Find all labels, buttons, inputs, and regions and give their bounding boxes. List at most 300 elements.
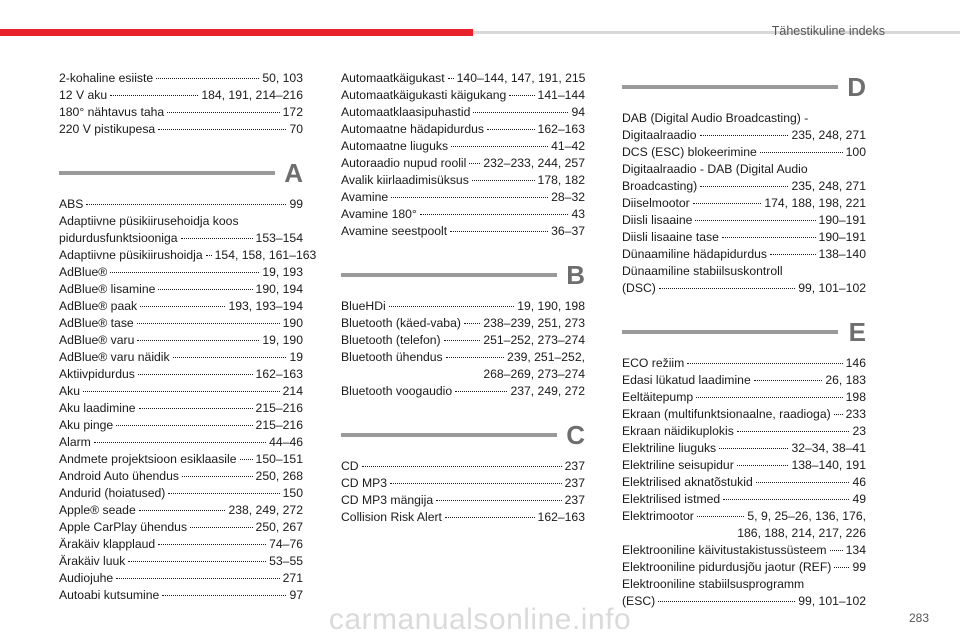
index-entry: [341, 138, 585, 155]
index-entry: [59, 104, 303, 121]
index-pages: 28–32: [551, 190, 585, 204]
index-pages: 235, 248, 271: [791, 179, 866, 193]
index-entry: [59, 553, 303, 570]
index-entry: [59, 485, 303, 502]
dot-leader: [770, 254, 816, 255]
header-rule: [473, 31, 960, 34]
index-pages: 134: [845, 543, 866, 557]
dot-leader: [722, 237, 816, 238]
index-pages: 99, 101–102: [798, 594, 866, 608]
index-entry: [59, 281, 303, 298]
index-term: Ärakäiv luuk: [59, 554, 126, 568]
index-term: Broadcasting): [622, 179, 698, 193]
index-pages: 23: [852, 424, 866, 438]
dot-leader: [450, 231, 548, 232]
index-pages: 250, 267: [255, 520, 303, 534]
dot-leader: [719, 448, 788, 449]
index-term: DCS (ESC) blokeerimine: [622, 145, 757, 159]
index-entry: [59, 87, 303, 104]
index-pages: 44–46: [269, 435, 303, 449]
dot-leader: [140, 306, 225, 307]
index-term: AdBlue®: [59, 265, 108, 279]
index-entry: [622, 212, 866, 229]
index-entry: [341, 70, 585, 87]
index-pages: 50, 103: [262, 71, 303, 85]
index-pages: 237, 249, 272: [510, 384, 585, 398]
index-pages: 237: [564, 493, 585, 507]
index-pages: 198: [845, 390, 866, 404]
index-pages: 94: [571, 105, 585, 119]
index-entry: [622, 355, 866, 372]
index-term: Apple CarPlay ühendus: [59, 520, 188, 534]
index-term-line: DAB (Digital Audio Broadcasting) -: [622, 111, 809, 125]
section-header-c: [341, 418, 585, 456]
index-entry: [622, 389, 866, 406]
index-pages: 97: [289, 588, 303, 602]
index-pages: 184, 191, 214–216: [201, 88, 303, 102]
index-pages: 141–144: [537, 88, 585, 102]
index-term: Ekraan (multifunktsionaalne, raadioga): [622, 407, 831, 421]
index-term: CD MP3: [341, 476, 388, 490]
index-pages: 53–55: [269, 554, 303, 568]
index-entry: [341, 509, 585, 526]
index-term: Ekraan näidikuplokis: [622, 424, 734, 438]
index-term: Eeltäitepump: [622, 390, 694, 404]
index-pages: 70: [289, 122, 303, 136]
dot-leader: [138, 374, 253, 375]
dot-leader: [206, 255, 212, 256]
index-pages: 235, 248, 271: [791, 128, 866, 142]
index-pages: 5, 9, 25–26, 136, 176,: [747, 509, 866, 523]
index-pages: 74–76: [269, 537, 303, 551]
index-term: Autoraadio nupud roolil: [341, 156, 467, 170]
dot-leader: [167, 112, 279, 113]
section-header-b: [341, 258, 585, 296]
index-term: Digitaalraadio: [622, 128, 697, 142]
index-entry: [59, 315, 303, 332]
index-entry: [341, 383, 585, 400]
dot-leader: [509, 95, 534, 96]
dot-leader: [834, 414, 843, 415]
index-term: 12 V aku: [59, 88, 108, 102]
section-letter-e: E: [848, 317, 866, 347]
dot-leader: [695, 220, 815, 221]
index-pages: 140–144, 147, 191, 215: [456, 71, 586, 85]
index-pages: 100: [845, 145, 866, 159]
index-entry: [341, 189, 585, 206]
index-column-2: [341, 70, 585, 526]
index-entry: [341, 172, 585, 189]
index-term: Elektriline seisupidur: [622, 458, 734, 472]
index-pages: 251–252, 273–274: [483, 333, 585, 347]
index-term-line: Elektrooniline stabiilsusprogramm: [622, 577, 805, 591]
index-entry: [622, 508, 866, 525]
section-letter-d: D: [847, 72, 866, 102]
index-entry: [59, 570, 303, 587]
index-entry: [622, 406, 866, 423]
index-pages: 19: [289, 350, 303, 364]
index-term: Audiojuhe: [59, 571, 114, 585]
index-entry: [341, 223, 585, 240]
index-list: [622, 355, 866, 610]
dot-leader: [94, 442, 266, 443]
index-term: Automaatne hädapidurdus: [341, 122, 484, 136]
dot-leader: [658, 601, 795, 602]
index-pages: 43: [571, 207, 585, 221]
index-list: [341, 298, 585, 400]
index-entry: [622, 372, 866, 389]
index-term: Aku: [59, 384, 81, 398]
dot-leader: [687, 363, 842, 364]
index-term: ECO režiim: [622, 356, 685, 370]
index-term: Diisli lisaaine: [622, 213, 693, 227]
index-term: Autoabi kutsumine: [59, 588, 160, 602]
index-entry: [59, 196, 303, 213]
dot-leader: [700, 135, 789, 136]
dot-leader: [182, 476, 253, 477]
index-list: [622, 110, 866, 297]
dot-leader: [128, 561, 266, 562]
index-entry: [622, 542, 866, 559]
index-pages: 46: [852, 475, 866, 489]
index-pages: 153–154: [255, 231, 303, 245]
index-pages: 232–233, 244, 257: [483, 156, 585, 170]
index-term: Avamine seestpoolt: [341, 224, 448, 238]
index-entry: [59, 519, 303, 536]
index-term: Avalik kiirlaadimisüksus: [341, 173, 469, 187]
index-pages: 190–191: [818, 230, 866, 244]
index-term: Elektrooniline pidurdusjõu jaotur (REF): [622, 560, 832, 574]
index-term: Alarm: [59, 435, 91, 449]
index-term: Avamine: [341, 190, 389, 204]
index-term: Elektriline liuguks: [622, 441, 717, 455]
index-entry: [341, 475, 585, 492]
index-term: (ESC): [622, 594, 656, 608]
index-entry: [59, 400, 303, 417]
index-term: Android Auto ühendus: [59, 469, 179, 483]
dot-leader: [137, 340, 259, 341]
index-entry: [59, 264, 303, 281]
index-term: pidurdusfunktsiooniga: [59, 231, 178, 245]
dot-leader: [240, 459, 253, 460]
dot-leader: [659, 288, 795, 289]
index-term: Elektrilised istmed: [622, 492, 721, 506]
index-term: Bluetooth (käed-vaba): [341, 316, 461, 330]
index-entry: [622, 423, 866, 440]
index-column-1: [59, 70, 317, 604]
section-header-d: [622, 70, 866, 108]
index-term: BlueHDi: [341, 299, 386, 313]
dot-leader: [190, 527, 252, 528]
index-pages: 162–163: [537, 510, 585, 524]
index-pages: 19, 190, 198: [517, 299, 585, 313]
index-list: [59, 70, 303, 138]
index-term: Dünaamiline hädapidurdus: [622, 247, 767, 261]
index-entry: [622, 229, 866, 246]
section-header-a: [59, 156, 303, 194]
index-pages: 26, 183: [825, 373, 866, 387]
index-entry: [59, 383, 303, 400]
dot-leader: [737, 431, 850, 432]
index-entry: [59, 434, 303, 451]
index-term: Aku pinge: [59, 418, 114, 432]
index-pages: 36–37: [551, 224, 585, 238]
index-entry: [341, 104, 585, 121]
watermark: carmanualsonline.info: [328, 603, 632, 636]
index-pages: 162–163: [537, 122, 585, 136]
index-term: 180° nähtavus taha: [59, 105, 165, 119]
dot-leader: [754, 380, 823, 381]
page-number: 283: [908, 611, 929, 625]
index-entry: [622, 178, 866, 195]
index-term: Automaatkäigukast: [341, 71, 445, 85]
dot-leader: [86, 204, 286, 205]
dot-leader: [156, 78, 259, 79]
dot-leader: [693, 203, 762, 204]
header-accent-bar: [0, 29, 473, 36]
index-entry: [622, 127, 866, 144]
index-term: AdBlue® tase: [59, 316, 134, 330]
page-header-title: Tähestikuline indeks: [771, 24, 885, 38]
dot-leader: [116, 425, 252, 426]
index-pages: 238–239, 251, 273: [483, 316, 585, 330]
index-pages: 178, 182: [537, 173, 585, 187]
section-rule: [622, 330, 838, 334]
dot-leader: [696, 397, 843, 398]
index-term: Ärakäiv klapplaud: [59, 537, 156, 551]
dot-leader: [420, 214, 569, 215]
index-entry: [59, 298, 303, 315]
dot-leader: [487, 129, 535, 130]
index-term: AdBlue® paak: [59, 299, 138, 313]
dot-leader: [116, 578, 279, 579]
section-rule: [622, 85, 838, 89]
index-pages: 99, 101–102: [798, 281, 866, 295]
index-entry: [59, 451, 303, 468]
index-entry: [59, 502, 303, 519]
index-pages: 190–191: [818, 213, 866, 227]
dot-leader: [448, 78, 454, 79]
dot-leader: [110, 95, 198, 96]
section-header-e: [622, 315, 866, 353]
index-entry: [341, 87, 585, 104]
index-term: Automaatkäigukasti käigukang: [341, 88, 507, 102]
index-entry: [341, 315, 585, 332]
index-term: Elektrooniline käivitustakistussüsteem: [622, 543, 827, 557]
index-entry: [341, 298, 585, 315]
index-term: Bluetooth voogaudio: [341, 384, 453, 398]
dot-leader: [83, 391, 280, 392]
index-list: [59, 196, 317, 604]
index-term: Elektrilised aknatõstukid: [622, 475, 753, 489]
index-pages: 138–140, 191: [791, 458, 866, 472]
section-letter-a: A: [284, 158, 303, 188]
dot-leader: [697, 516, 745, 517]
section-rule: [341, 433, 557, 437]
dot-leader: [158, 289, 252, 290]
index-term: AdBlue® varu: [59, 333, 135, 347]
index-term-line: Dünaamiline stabiilsuskontroll: [622, 264, 783, 278]
index-pages: 41–42: [551, 139, 585, 153]
dot-leader: [181, 238, 253, 239]
index-pages: 49: [852, 492, 866, 506]
index-entry: [59, 230, 303, 247]
index-pages: 19, 190: [262, 333, 303, 347]
index-term: Edasi lükatud laadimine: [622, 373, 751, 387]
dot-leader: [390, 483, 562, 484]
dot-leader: [168, 493, 279, 494]
dot-leader: [834, 567, 849, 568]
dot-leader: [139, 408, 253, 409]
index-entry: [341, 206, 585, 223]
index-pages: 162–163: [255, 367, 303, 381]
index-pages: 154, 158, 161–163: [214, 248, 317, 262]
dot-leader: [110, 272, 259, 273]
index-pages: 146: [845, 356, 866, 370]
section-rule: [341, 273, 557, 277]
dot-leader: [139, 510, 226, 511]
index-entry: [341, 349, 585, 366]
index-term: ABS: [59, 197, 84, 211]
index-term: Avamine 180°: [341, 207, 417, 221]
index-term-line: Adaptiivne püsikiirusehoidja koos: [59, 214, 239, 228]
index-term: Bluetooth (telefon): [341, 333, 441, 347]
index-entry: [59, 417, 303, 434]
dot-leader: [723, 499, 849, 500]
dot-leader: [389, 306, 515, 307]
dot-leader: [444, 340, 481, 341]
index-pages: 99: [289, 197, 303, 211]
dot-leader: [391, 197, 548, 198]
dot-leader: [436, 500, 562, 501]
index-entry: [622, 246, 866, 263]
index-entry: [341, 492, 585, 509]
dot-leader: [137, 323, 280, 324]
index-pages: 215–216: [255, 418, 303, 432]
index-list: [341, 70, 585, 240]
index-term: 220 V pistikupesa: [59, 122, 156, 136]
index-entry-pages-continued: 186, 188, 214, 217, 226: [737, 526, 866, 540]
index-term-line: Digitaalraadio - DAB (Digital Audio: [622, 162, 808, 176]
dot-leader: [162, 595, 286, 596]
index-entry: [59, 468, 303, 485]
index-entry: [59, 70, 303, 87]
index-pages: 99: [852, 560, 866, 574]
index-term: Aku laadimine: [59, 401, 136, 415]
index-entry: [341, 155, 585, 172]
dot-leader: [700, 186, 788, 187]
index-list: [341, 458, 585, 526]
dot-leader: [445, 517, 535, 518]
dot-leader: [464, 323, 480, 324]
index-entry: [341, 458, 585, 475]
index-term: CD MP3 mängija: [341, 493, 434, 507]
index-entry: [622, 144, 866, 161]
index-entry: [341, 332, 585, 349]
index-term: CD: [341, 459, 359, 473]
index-pages: 250, 268: [255, 469, 303, 483]
index-term: 2-kohaline esiiste: [59, 71, 154, 85]
index-term: Automaatne liuguks: [341, 139, 449, 153]
dot-leader: [737, 465, 789, 466]
dot-leader: [158, 544, 266, 545]
section-letter-b: B: [566, 260, 585, 290]
index-term: Andmete projektsioon esiklaasile: [59, 452, 237, 466]
index-pages: 150: [282, 486, 303, 500]
index-pages: 237: [564, 459, 585, 473]
index-term: AdBlue® varu näidik: [59, 350, 170, 364]
dot-leader: [446, 357, 504, 358]
index-pages: 233: [845, 407, 866, 421]
index-term: Automaatklaasipuhastid: [341, 105, 471, 119]
index-pages: 271: [282, 571, 303, 585]
dot-leader: [173, 357, 287, 358]
dot-leader: [830, 550, 843, 551]
index-pages: 150–151: [255, 452, 303, 466]
dot-leader: [472, 180, 535, 181]
dot-leader: [158, 129, 286, 130]
index-entry: [59, 332, 303, 349]
index-pages: 238, 249, 272: [228, 503, 303, 517]
index-term: Andurid (hoiatused): [59, 486, 166, 500]
index-entry: [622, 559, 866, 576]
index-pages: 172: [282, 105, 303, 119]
index-term: Diiselmootor: [622, 196, 690, 210]
index-pages: 190: [282, 316, 303, 330]
index-pages: 174, 188, 198, 221: [764, 196, 866, 210]
index-entry: [622, 280, 866, 297]
index-entry: [622, 440, 866, 457]
index-term: Diisli lisaaine tase: [622, 230, 719, 244]
index-term: (DSC): [622, 281, 656, 295]
index-pages: 214: [282, 384, 303, 398]
index-pages: 138–140: [818, 247, 866, 261]
dot-leader: [469, 163, 480, 164]
dot-leader: [756, 482, 850, 483]
index-entry: [341, 121, 585, 138]
index-pages: 237: [564, 476, 585, 490]
section-letter-c: C: [566, 420, 585, 450]
index-entry: [59, 121, 303, 138]
index-term: Apple® seade: [59, 503, 136, 517]
index-term: Collision Risk Alert: [341, 510, 442, 524]
index-term: Elektrimootor: [622, 509, 694, 523]
index-entry: [59, 247, 317, 264]
index-pages: 19, 193: [262, 265, 303, 279]
index-entry-pages-continued: 268–269, 273–274: [483, 367, 585, 381]
dot-leader: [451, 146, 548, 147]
index-entry: [59, 587, 303, 604]
index-pages: 239, 251–252,: [507, 350, 585, 364]
index-entry: [622, 195, 866, 212]
index-entry: [59, 536, 303, 553]
section-rule: [59, 171, 275, 175]
dot-leader: [362, 466, 562, 467]
dot-leader: [455, 391, 507, 392]
index-entry: [622, 491, 866, 508]
dot-leader: [473, 112, 568, 113]
index-entry: [622, 457, 866, 474]
index-entry: [622, 474, 866, 491]
dot-leader: [760, 152, 843, 153]
index-column-3: [622, 70, 866, 610]
index-term: AdBlue® lisamine: [59, 282, 156, 296]
index-term: Aktiivpidurdus: [59, 367, 135, 381]
index-pages: 215–216: [255, 401, 303, 415]
index-pages: 190, 194: [255, 282, 303, 296]
index-pages: 32–34, 38–41: [791, 441, 866, 455]
index-term: Bluetooth ühendus: [341, 350, 443, 364]
